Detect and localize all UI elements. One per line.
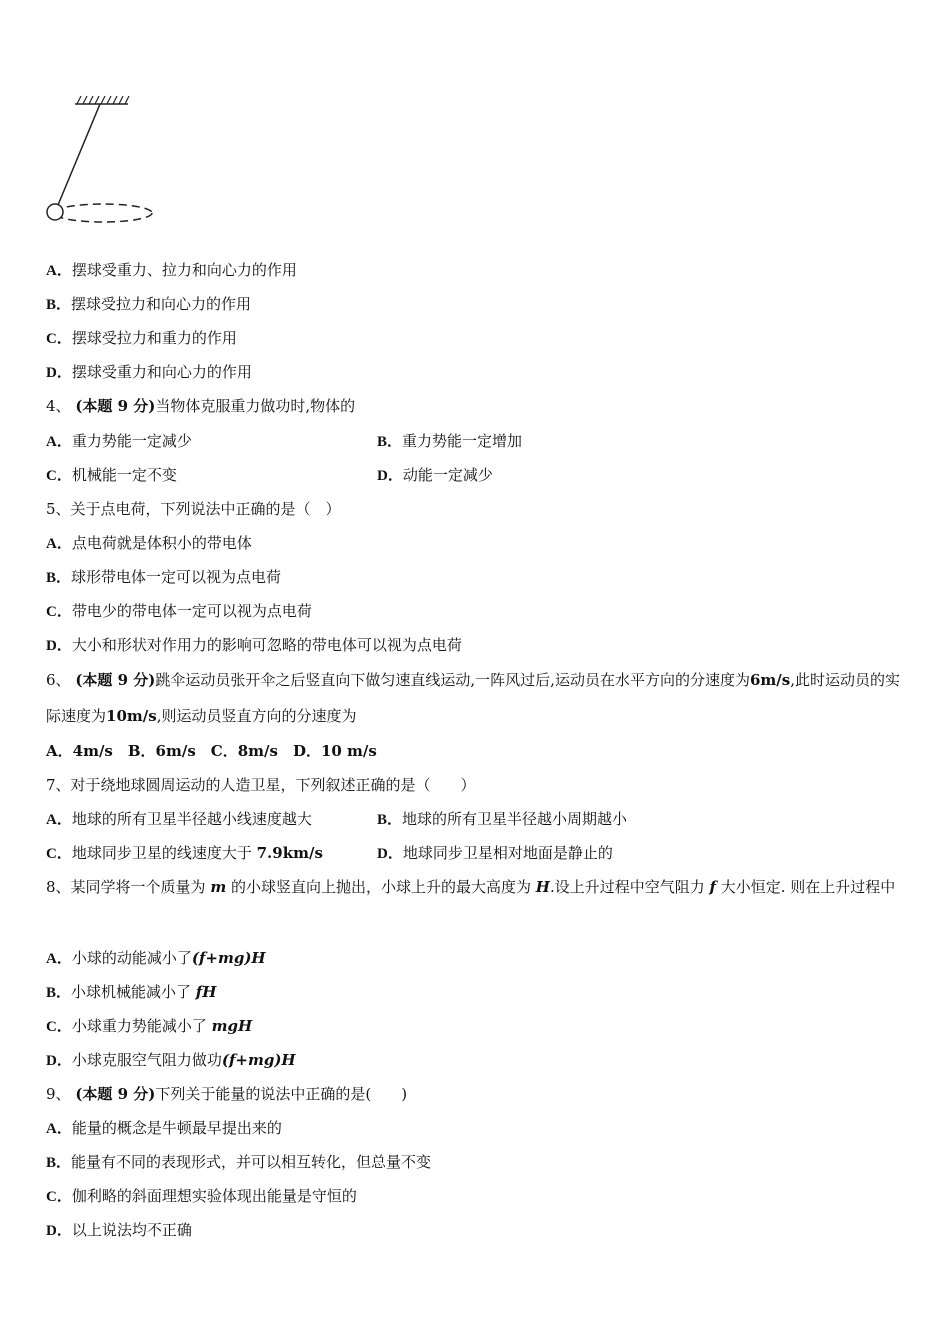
q7-option-c: C．地球同步卫星的线速度大于 7.9km/s (46, 844, 323, 862)
q5-option-a: A．点电荷就是体积小的带电体 (46, 534, 252, 552)
q9-option-b: B．能量有不同的表现形式，并可以相互转化，但总量不变 (46, 1153, 432, 1171)
q4-option-a: A．重力势能一定减少 (46, 432, 192, 450)
q8-option-b: B．小球机械能减小了 fH (46, 983, 217, 1001)
q7-option-a: A．地球的所有卫星半径越小线速度越大 (46, 810, 312, 828)
q3-option-c: C．摆球受拉力和重力的作用 (46, 329, 237, 347)
q8-option-d: D．小球克服空气阻力做功(f+mg)H (46, 1051, 296, 1069)
q4-option-d: D．动能一定减少 (377, 466, 493, 484)
q5-option-b: B．球形带电体一定可以视为点电荷 (46, 568, 282, 586)
q5-option-d: D．大小和形状对作用力的影响可忽略的带电体可以视为点电荷 (46, 636, 462, 654)
q7-option-d: D．地球同步卫星相对地面是静止的 (377, 844, 613, 862)
q8-stem: 8、某同学将一个质量为 m 的小球竖直向上抛出，小球上升的最大高度为 H.设上升过程中空气阻力 f 大小恒定. 则在上升过程中 (46, 878, 896, 896)
q6-stem: 6、 (本题 9 分)跳伞运动员张开伞之后竖直向下做匀速直线运动,一阵风过后,运动员在水平方向的分速度为6m/s,此时运动员的实际速度为10m/s,则运动员竖直方向的分速度为 (46, 671, 900, 725)
q4-option-c: C．机械能一定不变 (46, 466, 177, 484)
q3-option-a: A．摆球受重力、拉力和向心力的作用 (46, 261, 297, 279)
q3-option-d: D．摆球受重力和向心力的作用 (46, 363, 252, 381)
q9-option-a: A．能量的概念是牛顿最早提出来的 (46, 1119, 282, 1137)
q4-option-b: B．重力势能一定增加 (377, 432, 523, 450)
q7-stem: 7、对于绕地球圆周运动的人造卫星，下列叙述正确的是（ ） (46, 776, 476, 794)
conical-pendulum-figure (40, 92, 170, 232)
q9-stem: 9、 (本题 9 分)下列关于能量的说法中正确的是( ) (46, 1085, 408, 1103)
q5-option-c: C．带电少的带电体一定可以视为点电荷 (46, 602, 312, 620)
q6-options: A．4m/s B．6m/s C．8m/s D．10 m/s (46, 742, 377, 760)
q9-option-c: C．伽利略的斜面理想实验体现出能量是守恒的 (46, 1187, 357, 1205)
q5-stem: 5、关于点电荷，下列说法中正确的是（ ） (46, 500, 341, 518)
q8-option-c: C．小球重力势能减小了 mgH (46, 1017, 253, 1035)
q3-option-b: B．摆球受拉力和向心力的作用 (46, 295, 252, 313)
q9-option-d: D．以上说法均不正确 (46, 1221, 192, 1239)
q7-option-b: B．地球的所有卫星半径越小周期越小 (377, 810, 628, 828)
q4-stem: 4、 (本题 9 分)当物体克服重力做功时,物体的 (46, 397, 356, 415)
q8-option-a: A．小球的动能减小了(f+mg)H (46, 949, 266, 967)
